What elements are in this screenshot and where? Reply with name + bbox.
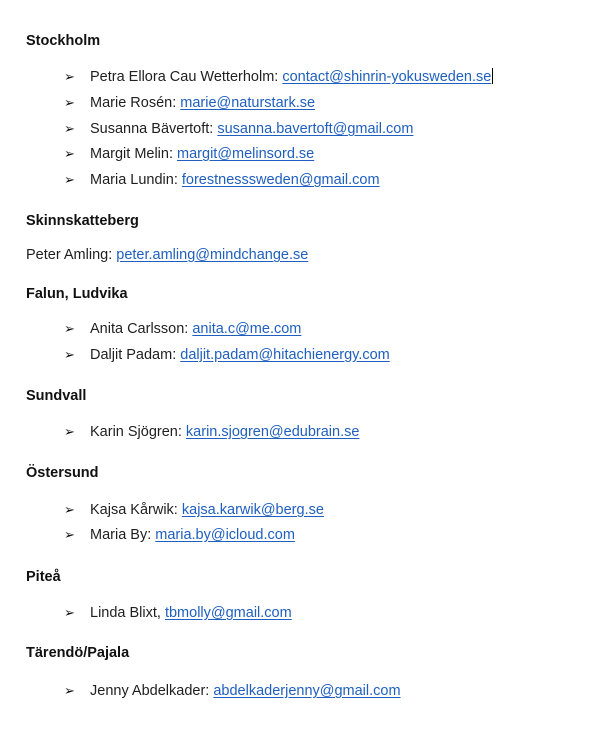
contact-name: Susanna Bävertoft: [90,121,218,137]
arrow-bullet-icon: ➢ [64,424,75,439]
arrow-bullet-icon: ➢ [64,146,75,161]
text-cursor [492,68,493,84]
section-heading-pitea: Piteå [26,569,61,585]
section-heading-sundvall: Sundvall [26,388,87,404]
contact-name: Peter Amling: [26,247,117,263]
list-item [64,321,301,337]
email-link[interactable]: daljit.padam@hitachienergy.com [180,347,390,363]
email-link[interactable]: kajsa.karwik@berg.se [181,502,324,518]
list-item [64,68,493,85]
section-heading-skinnskatteberg: Skinnskatteberg [26,213,139,229]
contact-name: Jenny Abdelkader: [90,683,214,699]
email-link[interactable]: margit@melinsord.se [177,146,315,162]
contact-name: Kajsa Kårwik: [90,502,182,518]
arrow-bullet-icon: ➢ [64,95,75,110]
contact-name: Linda Blixt, [90,605,165,621]
arrow-bullet-icon: ➢ [64,527,75,542]
contact-name: Karin Sjögren: [90,424,186,440]
email-link[interactable]: peter.amling@mindchange.se [116,247,309,263]
email-link[interactable]: susanna.bavertoft@gmail.com [217,121,414,137]
arrow-bullet-icon: ➢ [64,502,75,517]
email-link[interactable]: karin.sjogren@edubrain.se [185,424,360,440]
arrow-bullet-icon: ➢ [64,121,75,136]
arrow-bullet-icon: ➢ [64,321,75,336]
list-item [64,172,380,188]
arrow-bullet-icon: ➢ [64,69,75,84]
email-link[interactable]: anita.c@me.com [192,321,302,337]
list-item [26,247,308,263]
email-link[interactable]: contact@shinrin-yokusweden.se [282,69,492,85]
list-item [64,605,292,621]
email-link[interactable]: tbmolly@gmail.com [164,605,292,621]
arrow-bullet-icon: ➢ [64,683,75,698]
arrow-bullet-icon: ➢ [64,347,75,362]
email-link[interactable]: maria.by@icloud.com [155,527,295,543]
email-link[interactable]: abdelkaderjenny@gmail.com [213,683,401,699]
contact-name: Marie Rosén: [90,95,181,111]
list-item [64,95,315,111]
section-heading-falun-ludvika: Falun, Ludvika [26,286,128,302]
contact-name: Anita Carlsson: [90,321,193,337]
list-item [64,424,359,440]
arrow-bullet-icon: ➢ [64,605,75,620]
list-item [64,527,295,543]
section-heading-stockholm: Stockholm [26,33,101,49]
list-item [64,683,401,699]
list-item [64,146,314,162]
list-item [64,121,413,137]
email-link[interactable]: marie@naturstark.se [180,95,316,111]
email-link[interactable]: forestnesssweden@gmail.com [181,172,380,188]
section-heading-tarendo-pajala: Tärendö/Pajala [26,645,130,661]
list-item [64,347,390,363]
contact-name: Margit Melin: [90,146,178,162]
contact-name: Petra Ellora Cau Wetterholm: [90,69,283,85]
arrow-bullet-icon: ➢ [64,172,75,187]
list-item [64,502,324,518]
section-heading-ostersund: Östersund [26,465,99,481]
contact-name: Maria Lundin: [90,172,182,188]
contact-name: Maria By: [90,527,156,543]
contact-name: Daljit Padam: [90,347,181,363]
